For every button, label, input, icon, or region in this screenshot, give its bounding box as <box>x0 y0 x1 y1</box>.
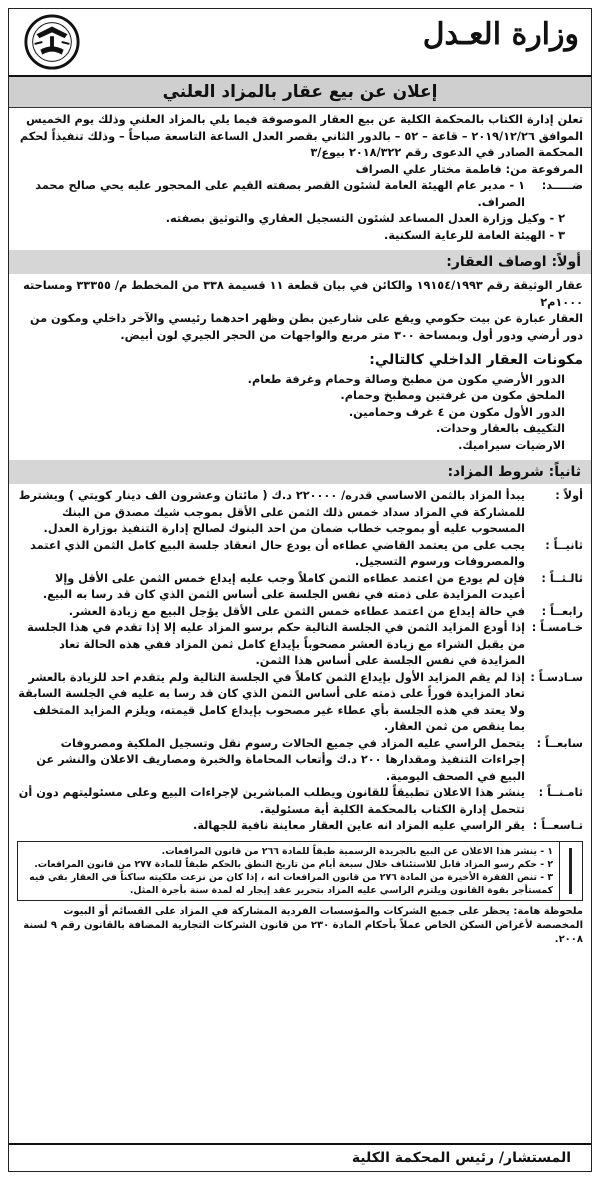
defendant-3: ٣ - الهيئة العامة للرعاية السكنية. <box>384 228 565 242</box>
legal-note: ١ - ينشر هذا الاعلان عن البيع بالجريدة الرسمية طبقاً للمادة ٢٦٦ من قانون المرافعات. <box>161 845 553 857</box>
condition-item <box>17 571 583 604</box>
condition-label: تـاسعــاً : <box>532 819 583 832</box>
condition-label: سابعــاً : <box>536 736 583 750</box>
plaintiff-label: المرفوعة من: <box>505 162 583 176</box>
notes-side-bar <box>559 842 582 900</box>
condition-label: ثامـنــاً : <box>538 786 583 799</box>
legal-notes-box <box>17 841 583 901</box>
condition-item <box>17 785 583 818</box>
content <box>9 108 591 951</box>
condition-label: أولاً : <box>555 489 583 502</box>
against-label: ضـــــد: <box>541 179 583 192</box>
condition-text: يجب على من يعتمد القاضي عطاءه أن يودع حال انعقاد جلسة البيع كامل الثمن الذي اعتمد والمصروفات ورسوم التسجيل. <box>30 538 525 568</box>
component-item: التكييف بالعقار وحدات. <box>435 422 565 435</box>
condition-label: سـادسـاً : <box>530 670 583 684</box>
defendant-1-row <box>17 178 583 211</box>
condition-item <box>17 620 583 670</box>
component-item: الارضيات سيراميك. <box>458 438 565 452</box>
plaintiff-line <box>17 162 583 179</box>
condition-item <box>17 736 583 786</box>
condition-label: ثانيــاً : <box>545 538 583 552</box>
signature: المستشار/ رئيس المحكمة الكلية <box>9 1143 591 1171</box>
important-note: ملحوظة هامة: يحظر على جميع الشركات والمؤسسات الفردية المشاركة في المزاد على القسائم أو البيوت المخصصة لأغراض السكن الخاص عملاً بأحكام المادة ٢٣٠ من قانون الشركات التجارية المضافة بالقانون رقم ٩ لسنة ٢٠٠٨. <box>23 905 583 945</box>
condition-text: ينشر هذا الاعلان تطبيقاً للقانون ويطلب المباشرين لإجراءات البيع وعلى مسئوليتهم دون أن تتحمل إدارة الكتاب بالمحكمة الكلية أية مسئولية. <box>18 786 525 816</box>
condition-item <box>17 670 583 736</box>
legal-note: ٣ - تنص الفقرة الأخيرة من المادة ٢٧٦ من قانون المرافعات انه ، إذا كان من نزعت ملكيته ساكناً في العقار بقي فيه كمستأجر بقوة القانون ويلتزم الراسي عليه المزاد بتحرير عقد إيجار له لمدة سنة بأجرة المثل. <box>29 871 553 896</box>
condition-text: فإن لم يودع من اعتمد عطاءه الثمن كاملاً وجب عليه إيداع خمس الثمن على الأقل وإلا أعيدت المزايدة على ذمته في نفس الجلسة على أساس الثمن الذي كان قد رسا به البيع. <box>42 571 525 601</box>
condition-text: في حالة إيداع من اعتمد عطاءه خمس الثمن على الأقل يؤجل البيع مع زيادة العشر. <box>68 604 525 618</box>
property-paragraph-2: العقار عبارة عن بيت حكومي ويقع على شارعين بطن وظهر احدهما رئيسي والآخر داخلي ومكون من دور أرضي ودور أول وبمساحة ٣٠٠ متر مربع والواجهات من الحجر الجيري لون أبيض. <box>29 312 583 342</box>
components-title: مكونات العقار الداخلي كالتالي: <box>369 352 583 368</box>
notes-body <box>18 842 559 900</box>
condition-label: ثالـثــاً : <box>541 571 583 585</box>
condition-item <box>17 488 583 538</box>
condition-label: خـامسـاً : <box>531 621 583 634</box>
kuwait-emblem-icon <box>23 13 81 71</box>
property-paragraph-1: عقار الوثيقة رقم ١٩١٥٤/١٩٩٣ والكائن في بيان قطعة ١١ قسيمة ٣٣٨ من المخطط م/ ٣٣٣٥٥ ومساحته ١٠٠٠م٢ <box>23 279 583 309</box>
header <box>9 9 591 77</box>
section-auction-conditions-title: ثانياً: شروط المزاد: <box>9 460 591 484</box>
component-item: الملحق مكون من غرفتين ومطبخ وحمام. <box>340 389 565 402</box>
component-item: الدور الأول مكون من ٤ غرف وحمامين. <box>348 405 565 419</box>
component-item: الدور الأرضي مكون من مطبخ وصالة وحمام وغرفة طعام. <box>247 372 565 386</box>
condition-text: يبدأ المزاد بالثمن الاساسي قدره/ ٢٢٠٠٠٠ د.ك ( مائتان وعشرون الف دينار كويتي ) ويشترط للمشاركة في المزاد سداد خمس ذلك الثمن على الأقل بموجب شيك مصدق من البنك المسحوب عليه أو بموجب خطاب ضمان من احد البنوك لصالح إدارة التنفيذ بوزارة العدل. <box>18 489 525 535</box>
condition-text: يتحمل الراسي عليه المزاد في جميع الحالات رسوم نقل وتسجيل الملكية ومصروفات إجراءات التنفيذ ومقدارها ٢٠٠ د.ك وأتعاب المحاماة والخبرة ومصاريف الاعلان والنشر عن البيع في الصحف اليومية. <box>36 736 525 783</box>
plaintiff-name: فاطمة مختار علي الصراف <box>355 162 502 176</box>
condition-item <box>17 818 583 835</box>
section-property-description-title: أولاً: اوصاف العقار: <box>9 250 591 274</box>
announcement-page <box>8 8 592 1172</box>
condition-item <box>17 604 583 621</box>
condition-item <box>17 538 583 571</box>
condition-label: رابعــاً : <box>541 604 583 618</box>
condition-text: يقر الراسي عليه المزاد انه عاين العقار معاينة نافية للجهالة. <box>193 819 525 832</box>
defendant-1: ١ - مدير عام الهيئة العامة لشئون القصر بصفته القيم على المحجور عليه يحي صالح محمد الصراف. <box>35 179 525 209</box>
defendant-2: ٢ - وكيل وزارة العدل المساعد لشئون التسجيل العقاري والتوثيق بصفته. <box>165 212 565 225</box>
ministry-name: وزارة العـدل <box>422 17 579 52</box>
condition-text: إذا أودع المزايد الثمن في الجلسة التالية حكم برسو المزاد عليه إلا إذا تقدم في هذا الجلسة من يقبل الشراء مع زيادة العشر مصحوباً بإيداع كامل ثمن المزاد ففي هذه الحالة تعاد المزايدة في نفس الجلسة على أساس هذا الثمن. <box>27 621 525 667</box>
condition-text: إذا لم يقم المزايد الأول بإيداع الثمن كاملاً في الجلسة التالية ولم يتقدم احد للزيادة بالعشر تعاد المزايدة فوراً على ذمته على أساس الثمن الذي كان قد رسا به عليه في الجلسة السابقة ولا يعتد في هذه الجلسة بأي عطاء غير مصحوب بإيداع كامل قيمته، ويلزم المزايد المتخلف بما ينقص من ثمن العقار. <box>18 670 525 733</box>
intro-paragraph: تعلن إدارة الكتاب بالمحكمة الكلية عن بيع العقار الموصوفة فيما يلي بالمزاد العلني وذلك يوم الخميس الموافق ٢٠١٩/١٢/٢٦ – قاعة – ٥٢ – بالدور الثاني بقصر العدل الساعة التاسعة صباحاً – وذلك تنفيذاً لحكم المحكمة الصادر في الدعوى رقم ٢٠١٨/٣٢٢ بيوع/٣ <box>19 113 583 159</box>
legal-note: ٢ - حكم رسو المزاد قابل للاستئناف خلال سبعة أيام من تاريخ النطق بالحكم طبقاً للمادة ٢٧٧ من قانون المرافعات. <box>34 858 553 870</box>
ad-title: إعلان عن بيع عقار بالمزاد العلني <box>9 77 591 108</box>
